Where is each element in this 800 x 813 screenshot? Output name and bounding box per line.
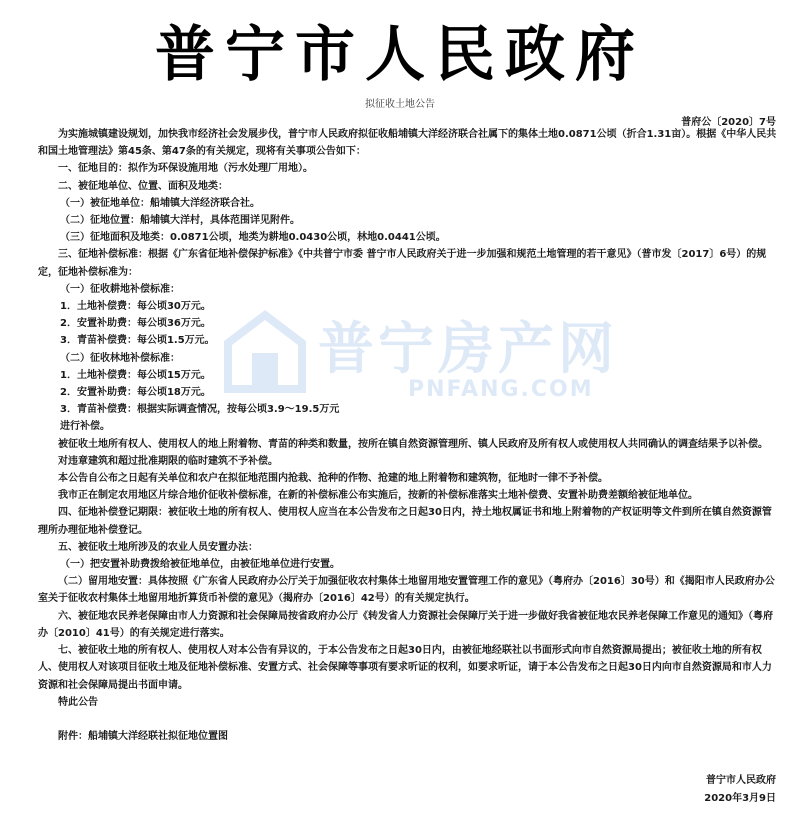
paragraph-item: 1．土地补偿费：每公顷30万元。 <box>60 301 211 313</box>
document-number: 普府公〔2020〕7号 <box>681 117 776 128</box>
announcement-body <box>38 126 778 745</box>
paragraph-item: （一）被征地单位：船埔镇大洋经济联合社。 <box>60 197 260 209</box>
paragraph-section-7: 七、被征收土地的所有权人、使用权人对本公告有异议的，于本公告发布之日起30日内，由被征地经联社以书面形式向市自然资源局提出；被征收土地的所有权人、使用权人对该项目征收土地及征地补偿标准、安置方式、社会保障等事项有要求听证的权利，如要求听证，请于本公告发布之日起30日内向市自然资源局和市人力资源和社会保障局提出书面申请。 <box>38 645 772 691</box>
paragraph-section-4: 四、征地补偿登记期限：被征收土地的所有权人、使用权人应当在本公告发布之日起30日内，持土地权属证书和地上附着物的产权证明等文件到所在镇自然资源管理所办理征地补偿登记。 <box>38 507 772 536</box>
paragraph-item: 1．土地补偿费：每公顷15万元。 <box>60 369 211 381</box>
paragraph-item: 2．安置补助费：每公顷18万元。 <box>60 387 211 399</box>
paragraph-section-1: 一、征地目的：拟作为环保设施用地（污水处理厂用地）。 <box>58 163 313 175</box>
paragraph-section-6: 六、被征地农民养老保障由市人力资源和社会保障局按省政府办公厅《转发省人力资源社会保障厅关于进一步做好我省被征地农民养老保障工作意见的通知》（粤府办〔2010〕41号）的有关规定进行落实。 <box>38 610 773 639</box>
masthead-title: 普宁市人民政府 <box>155 20 645 90</box>
paragraph-attachment: 附件：船埔镇大洋经联社拟征地位置图 <box>58 730 228 742</box>
paragraph-text: 我市正在制定农用地区片综合地价征收补偿标准，在新的补偿标准公布实施后，按新的补偿标准落实土地补偿费、安置补助费差额给被征地单位。 <box>58 490 698 502</box>
paragraph-text: 本公告自公布之日起有关单位和农户在拟征地范围内抢栽、抢种的作物、抢建的地上附着物和建筑物，征地时一律不予补偿。 <box>58 473 608 485</box>
signature-date: 2020年3月9日 <box>704 793 776 804</box>
paragraph-section-5: 五、被征收土地所涉及的农业人员安置办法： <box>58 541 258 553</box>
paragraph-item: （一）征收耕地补偿标准： <box>60 283 180 295</box>
paragraph-item: 3．青苗补偿费：根据实际调查情况，按每公顷3.9～19.5万元 <box>60 404 340 416</box>
paragraph-item: （三）征地面积及地类：0.0871公顷，地类为耕地0.0430公顷，林地0.0441公顷。 <box>60 232 446 244</box>
paragraph-item: （一）把安置补助费拨给被征地单位，由被征地单位进行安置。 <box>60 559 340 571</box>
watermark-subtext: PNFANG.COM <box>408 377 594 402</box>
paragraph-section-2: 二、被征地单位、位置、面积及地类： <box>58 180 228 192</box>
paragraph-item: 3．青苗补偿费：每公顷1.5万元。 <box>60 335 215 347</box>
paragraph-text: 对违章建筑和超过批准期限的临时建筑不予补偿。 <box>58 455 278 467</box>
watermark-text: 普宁房产网 <box>318 317 618 382</box>
paragraph-text: 被征收土地所有权人、使用权人的地上附着物、青苗的种类和数量，按所在镇自然资源管理所、镇人民政府及所有权人或使用权人共同确认的调查结果予以补偿。 <box>58 438 768 450</box>
document-subtitle: 拟征收土地公告 <box>365 99 435 110</box>
paragraph-closing: 特此公告 <box>58 696 98 708</box>
paragraph-item: 2．安置补助费：每公顷36万元。 <box>60 318 211 330</box>
paragraph-intro: 为实施城镇建设规划，加快我市经济社会发展步伐，普宁市人民政府拟征收船埔镇大洋经济联合社属下的集体土地0.0871公顷（折合1.31亩）。根据《中华人民共和国土地管理法》第45条、第47条的有关规定，现将有关事项公告如下： <box>38 129 777 158</box>
paragraph-item: （二）征地位置：船埔镇大洋村，具体范围详见附件。 <box>60 215 300 227</box>
paragraph-item: （二）征收林地补偿标准： <box>60 352 180 364</box>
paragraph-item: （二）留用地安置：具体按照《广东省人民政府办公厅关于加强征收农村集体土地留用地安置管理工作的意见》（粤府办〔2016〕30号）和《揭阳市人民政府办公室关于征收农村集体土地留用地折算货币补偿的意见》（揭府办〔2016〕42号）的有关规定执行。 <box>38 576 775 605</box>
signature-issuer: 普宁市人民政府 <box>706 775 776 786</box>
paragraph-item: 进行补偿。 <box>60 421 110 433</box>
paragraph-section-3: 三、征地补偿标准：根据《广东省征地补偿保护标准》《中共普宁市委 普宁市人民政府关于进一步加强和规范土地管理的若干意见》（普市发〔2017〕6号）的规定，征地补偿标准为： <box>38 249 767 278</box>
